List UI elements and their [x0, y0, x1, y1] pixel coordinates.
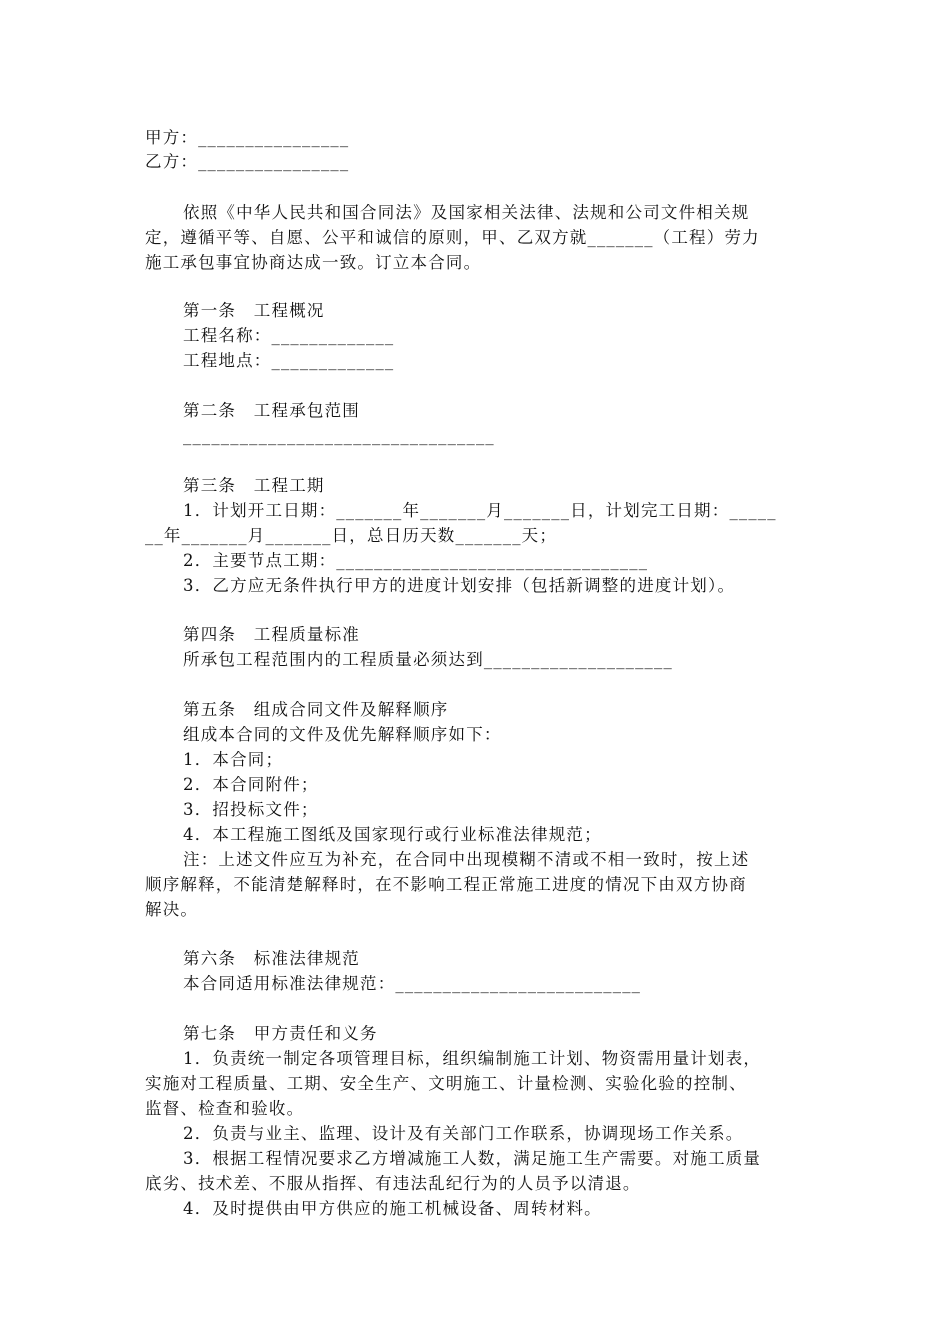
- article2-title: 第二条 工程承包范围: [183, 401, 360, 420]
- duty-item: 监督、检查和验收。: [145, 1099, 305, 1118]
- intro-line: 依照《中华人民共和国合同法》及国家相关法律、法规和公司文件相关规: [183, 203, 750, 222]
- article1-title: 第一条 工程概况: [183, 301, 325, 320]
- duty-item: 1．负责统一制定各项管理目标，组织编制施工计划、物资需用量计划表，: [183, 1049, 762, 1068]
- note-line: 注：上述文件应互为补充，在合同中出现模糊不清或不相一致时，按上述: [183, 850, 750, 869]
- document-item: 1．本合同；: [183, 750, 284, 769]
- legal-norms-field: 本合同适用标准法律规范：__________________________: [183, 974, 642, 993]
- intro-line: 定，遵循平等、自愿、公平和诚信的原则，甲、乙双方就_______（工程）劳力: [145, 228, 760, 247]
- duty-item: 底劣、技术差、不服从指挥、有违法乱纪行为的人员予以清退。: [145, 1174, 641, 1193]
- schedule-item: 2．主要节点工期：_________________________________: [183, 551, 649, 570]
- duty-item: 2．负责与业主、监理、设计及有关部门工作联系，协调现场工作关系。: [183, 1124, 744, 1143]
- document-item: 2．本合同附件；: [183, 775, 319, 794]
- documents-intro: 组成本合同的文件及优先解释顺序如下：: [183, 725, 502, 744]
- duty-item: 4．及时提供由甲方供应的施工机械设备、周转材料。: [183, 1199, 602, 1218]
- article6-title: 第六条 标准法律规范: [183, 949, 360, 968]
- party-a-field: 甲方：________________: [145, 128, 350, 147]
- article7-title: 第七条 甲方责任和义务: [183, 1024, 378, 1043]
- intro-line: 施工承包事宜协商达成一致。订立本合同。: [145, 253, 482, 272]
- article3-title: 第三条 工程工期: [183, 476, 325, 495]
- schedule-item: 3．乙方应无条件执行甲方的进度计划安排（包括新调整的进度计划）。: [183, 576, 736, 595]
- article4-title: 第四条 工程质量标准: [183, 625, 360, 644]
- note-line: 解决。: [145, 900, 199, 919]
- duty-item: 3．根据工程情况要求乙方增减施工人数，满足施工生产需要。对施工质量: [183, 1149, 762, 1168]
- project-location-field: 工程地点：_____________: [183, 351, 395, 370]
- quality-standard-text: 所承包工程范围内的工程质量必须达到____________________: [183, 650, 673, 669]
- project-name-field: 工程名称：_____________: [183, 326, 395, 345]
- schedule-item: 1．计划开工日期：_______年_______月_______日，计划完工日期：_____: [183, 501, 777, 520]
- document-item: 3．招投标文件；: [183, 800, 319, 819]
- schedule-item: __年_______月_______日，总日历天数_______天；: [145, 526, 558, 545]
- article5-title: 第五条 组成合同文件及解释顺序: [183, 700, 449, 719]
- party-b-field: 乙方：________________: [145, 152, 350, 171]
- note-line: 顺序解释，不能清楚解释时，在不影响工程正常施工进度的情况下由双方协商: [145, 875, 747, 894]
- duty-item: 实施对工程质量、工期、安全生产、文明施工、计量检测、实验化验的控制、: [145, 1074, 747, 1093]
- document-item: 4．本工程施工图纸及国家现行或行业标准法律规范；: [183, 825, 602, 844]
- scope-blank: _________________________________: [183, 426, 495, 445]
